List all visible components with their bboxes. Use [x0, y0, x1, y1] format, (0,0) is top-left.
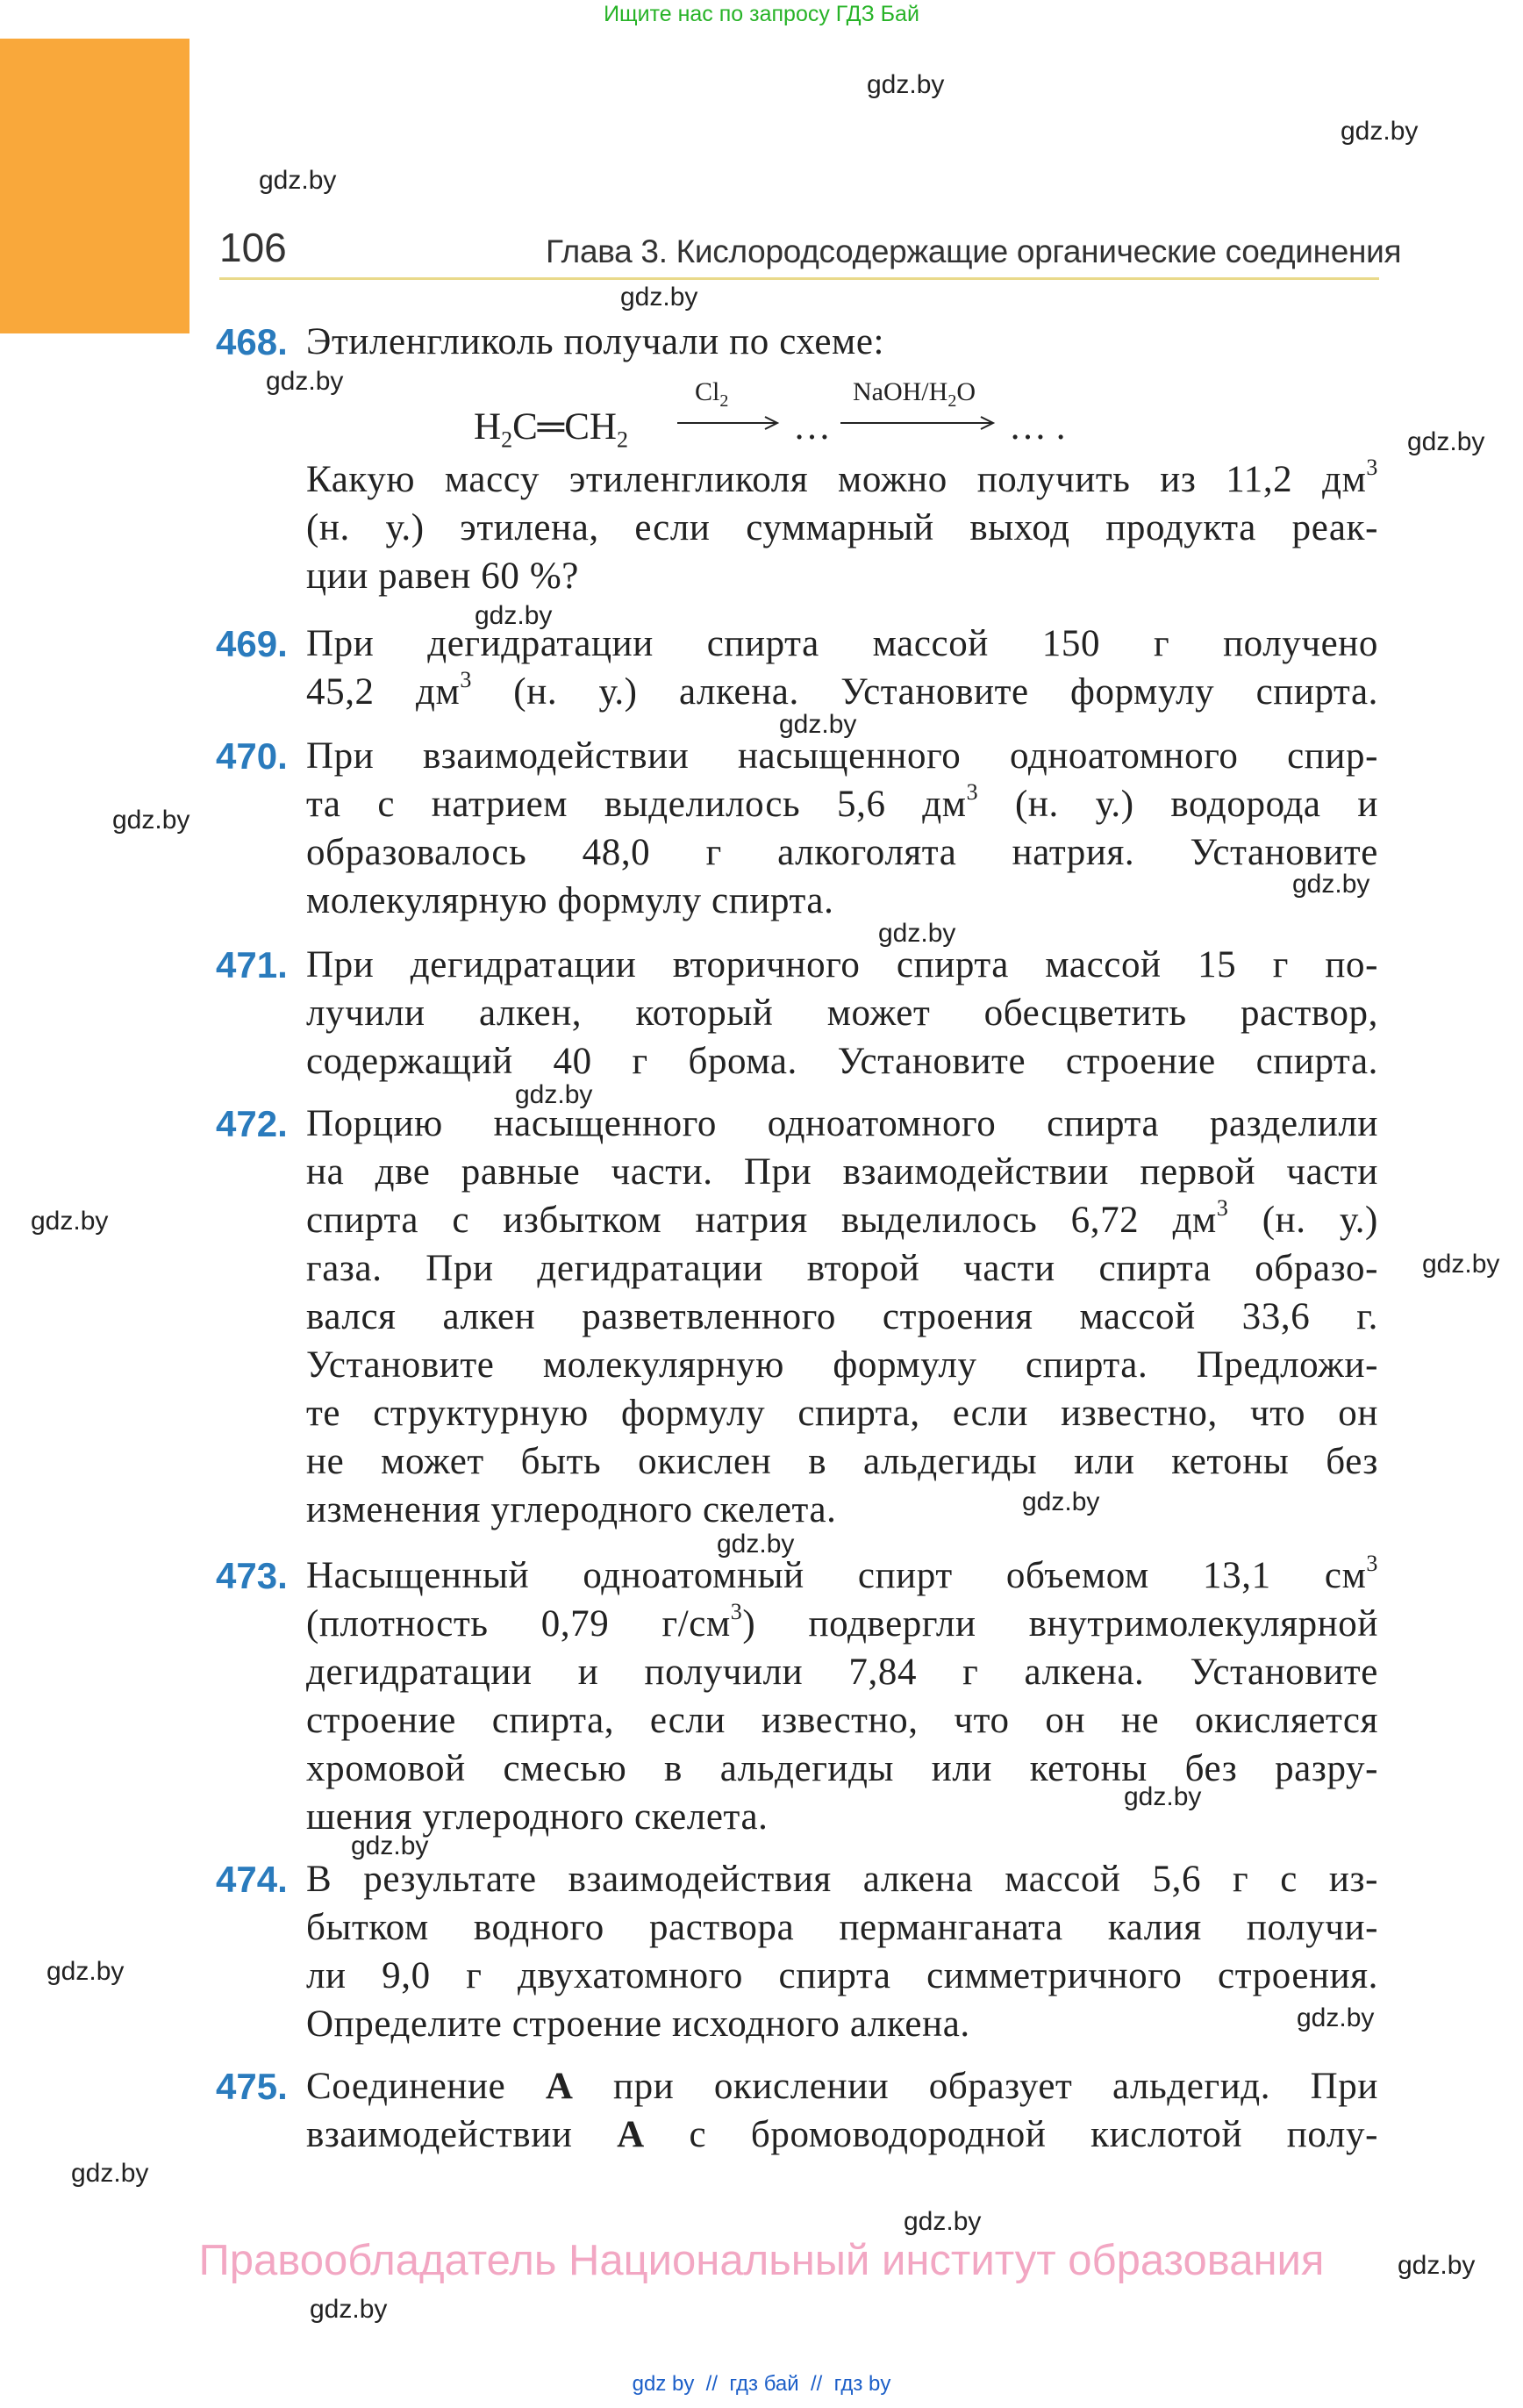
watermark: gdz.by: [1407, 427, 1485, 456]
page-number: 106: [219, 225, 287, 270]
watermark: gdz.by: [515, 1080, 593, 1109]
problem-number: 471.: [216, 944, 288, 985]
watermark: gdz.by: [1022, 1487, 1100, 1516]
reaction-arrow-icon: [840, 414, 998, 432]
watermark: gdz.by: [717, 1530, 795, 1559]
problem-number: 473.: [216, 1555, 288, 1596]
watermark: gdz.by: [779, 710, 857, 739]
problem-469-text: При дегидратации спирта массой 150 г получено 45,2 $дм^3$ (н. у.) алкена. Установите формулу спирта.: [306, 623, 1378, 713]
reactant-ethylene: $H_2C═CH_2$: [474, 406, 628, 453]
watermark: gdz.by: [1124, 1782, 1202, 1811]
problem-474-text: В результате взаимодействия алкена массой 5,6 г с из- бытком водного раствора перманганата калия получи- ли 9,0 г двухатомного спирта симметричного строения. Определите строение исходного алкена.: [306, 1859, 1378, 2045]
watermark: gdz.by: [1297, 2003, 1375, 2032]
watermark: gdz.by: [112, 806, 190, 835]
problem-number: 469.: [216, 623, 288, 664]
watermark: gdz.by: [1292, 870, 1370, 899]
bottom-links[interactable]: gdz by // гдз бай // гдз by: [632, 2372, 891, 2396]
intermediate-dots: …: [793, 406, 831, 448]
problem-470-text: При взаимодействии насыщенного одноатомного спир- та с натрием выделилось 5,6 $дм^3$ (н. у.) водорода и образовалось 48,0 г алкоголята натрия. Установите молекулярную формулу спирта.: [306, 735, 1378, 921]
reagent-chlorine: $Cl_2$: [695, 377, 729, 411]
watermark: gdz.by: [266, 367, 344, 396]
problem-number: 472.: [216, 1103, 288, 1144]
problem-number: 470.: [216, 735, 288, 777]
watermark: gdz.by: [904, 2207, 982, 2236]
watermark: gdz.by: [71, 2159, 149, 2188]
problem-472-text: Порцию насыщенного одноатомного спирта разделили на две равные части. При взаимодействии первой части спирта с избытком натрия выделилось 6,72 $дм^3$ (н. у.) газа. При дегидратации второй части спирта образо- вался алкен разветвленного строения массой 33,6 г. Установите молекулярную формулу спирта. Предложи- те структурную формулу спирта, если известно, что он не может быть окислен в альдегиды или кетоны без изменения углеродного скелета.: [306, 1103, 1378, 1530]
problem-number: 468.: [216, 321, 288, 362]
watermark: gdz.by: [878, 919, 956, 948]
watermark: gdz.by: [46, 1957, 125, 1986]
copyright-footer: Правообладатель Национальный институт образования: [198, 2237, 1325, 2284]
problem-number: 474.: [216, 1859, 288, 1900]
product-dots: … .: [1009, 406, 1066, 448]
reaction-arrow-icon: [677, 414, 783, 432]
watermark: gdz.by: [31, 1207, 109, 1236]
watermark: gdz.by: [259, 166, 337, 195]
problem-468-question: Какую массу этиленгликоля можно получить из 11,2 $дм^3$ (н. у.) этилена, если суммарный выход продукта реак- ции равен 60 %?: [306, 455, 1378, 597]
reagent-naoh: NaOH/$H_2O$: [853, 377, 976, 411]
watermark: gdz.by: [620, 283, 698, 312]
problem-473-text: Насыщенный одноатомный спирт объемом 13,1 $см^3$ (плотность 0,79 $г/см^3$) подвергли внутримолекулярной дегидратации и получили 7,84 г алкена. Установите строение спирта, если известно, что он не окисляется хромовой смесью в альдегиды или кетоны без разру- шения углеродного скелета.: [306, 1552, 1378, 1838]
header-rule: [219, 277, 1379, 280]
watermark: gdz.by: [475, 601, 553, 630]
watermark: gdz.by: [1398, 2251, 1476, 2280]
watermark: gdz.by: [1422, 1250, 1500, 1279]
watermark: gdz.by: [1341, 117, 1419, 146]
problem-468-text: Этиленгликоль получали по схеме:: [306, 321, 885, 362]
watermark: gdz.by: [867, 70, 945, 99]
problem-number: 475.: [216, 2066, 288, 2107]
watermark: gdz.by: [310, 2295, 388, 2324]
problem-471-text: При дегидратации вторичного спирта массой 15 г по- лучили алкен, который может обесцветить раствор, содержащий 40 г брома. Установите строение спирта.: [306, 944, 1378, 1082]
watermark: gdz.by: [351, 1831, 429, 1860]
top-search-link[interactable]: Ищите нас по запросу ГДЗ Бай: [604, 2, 919, 26]
orange-page-tab: [0, 39, 189, 333]
chapter-header: Глава 3. Кислородсодержащие органические соединения: [546, 233, 1402, 269]
problem-475-text: Соединение A при окислении образует альдегид. При взаимодействии A с бромоводородной кислотой полу-: [306, 2066, 1378, 2155]
